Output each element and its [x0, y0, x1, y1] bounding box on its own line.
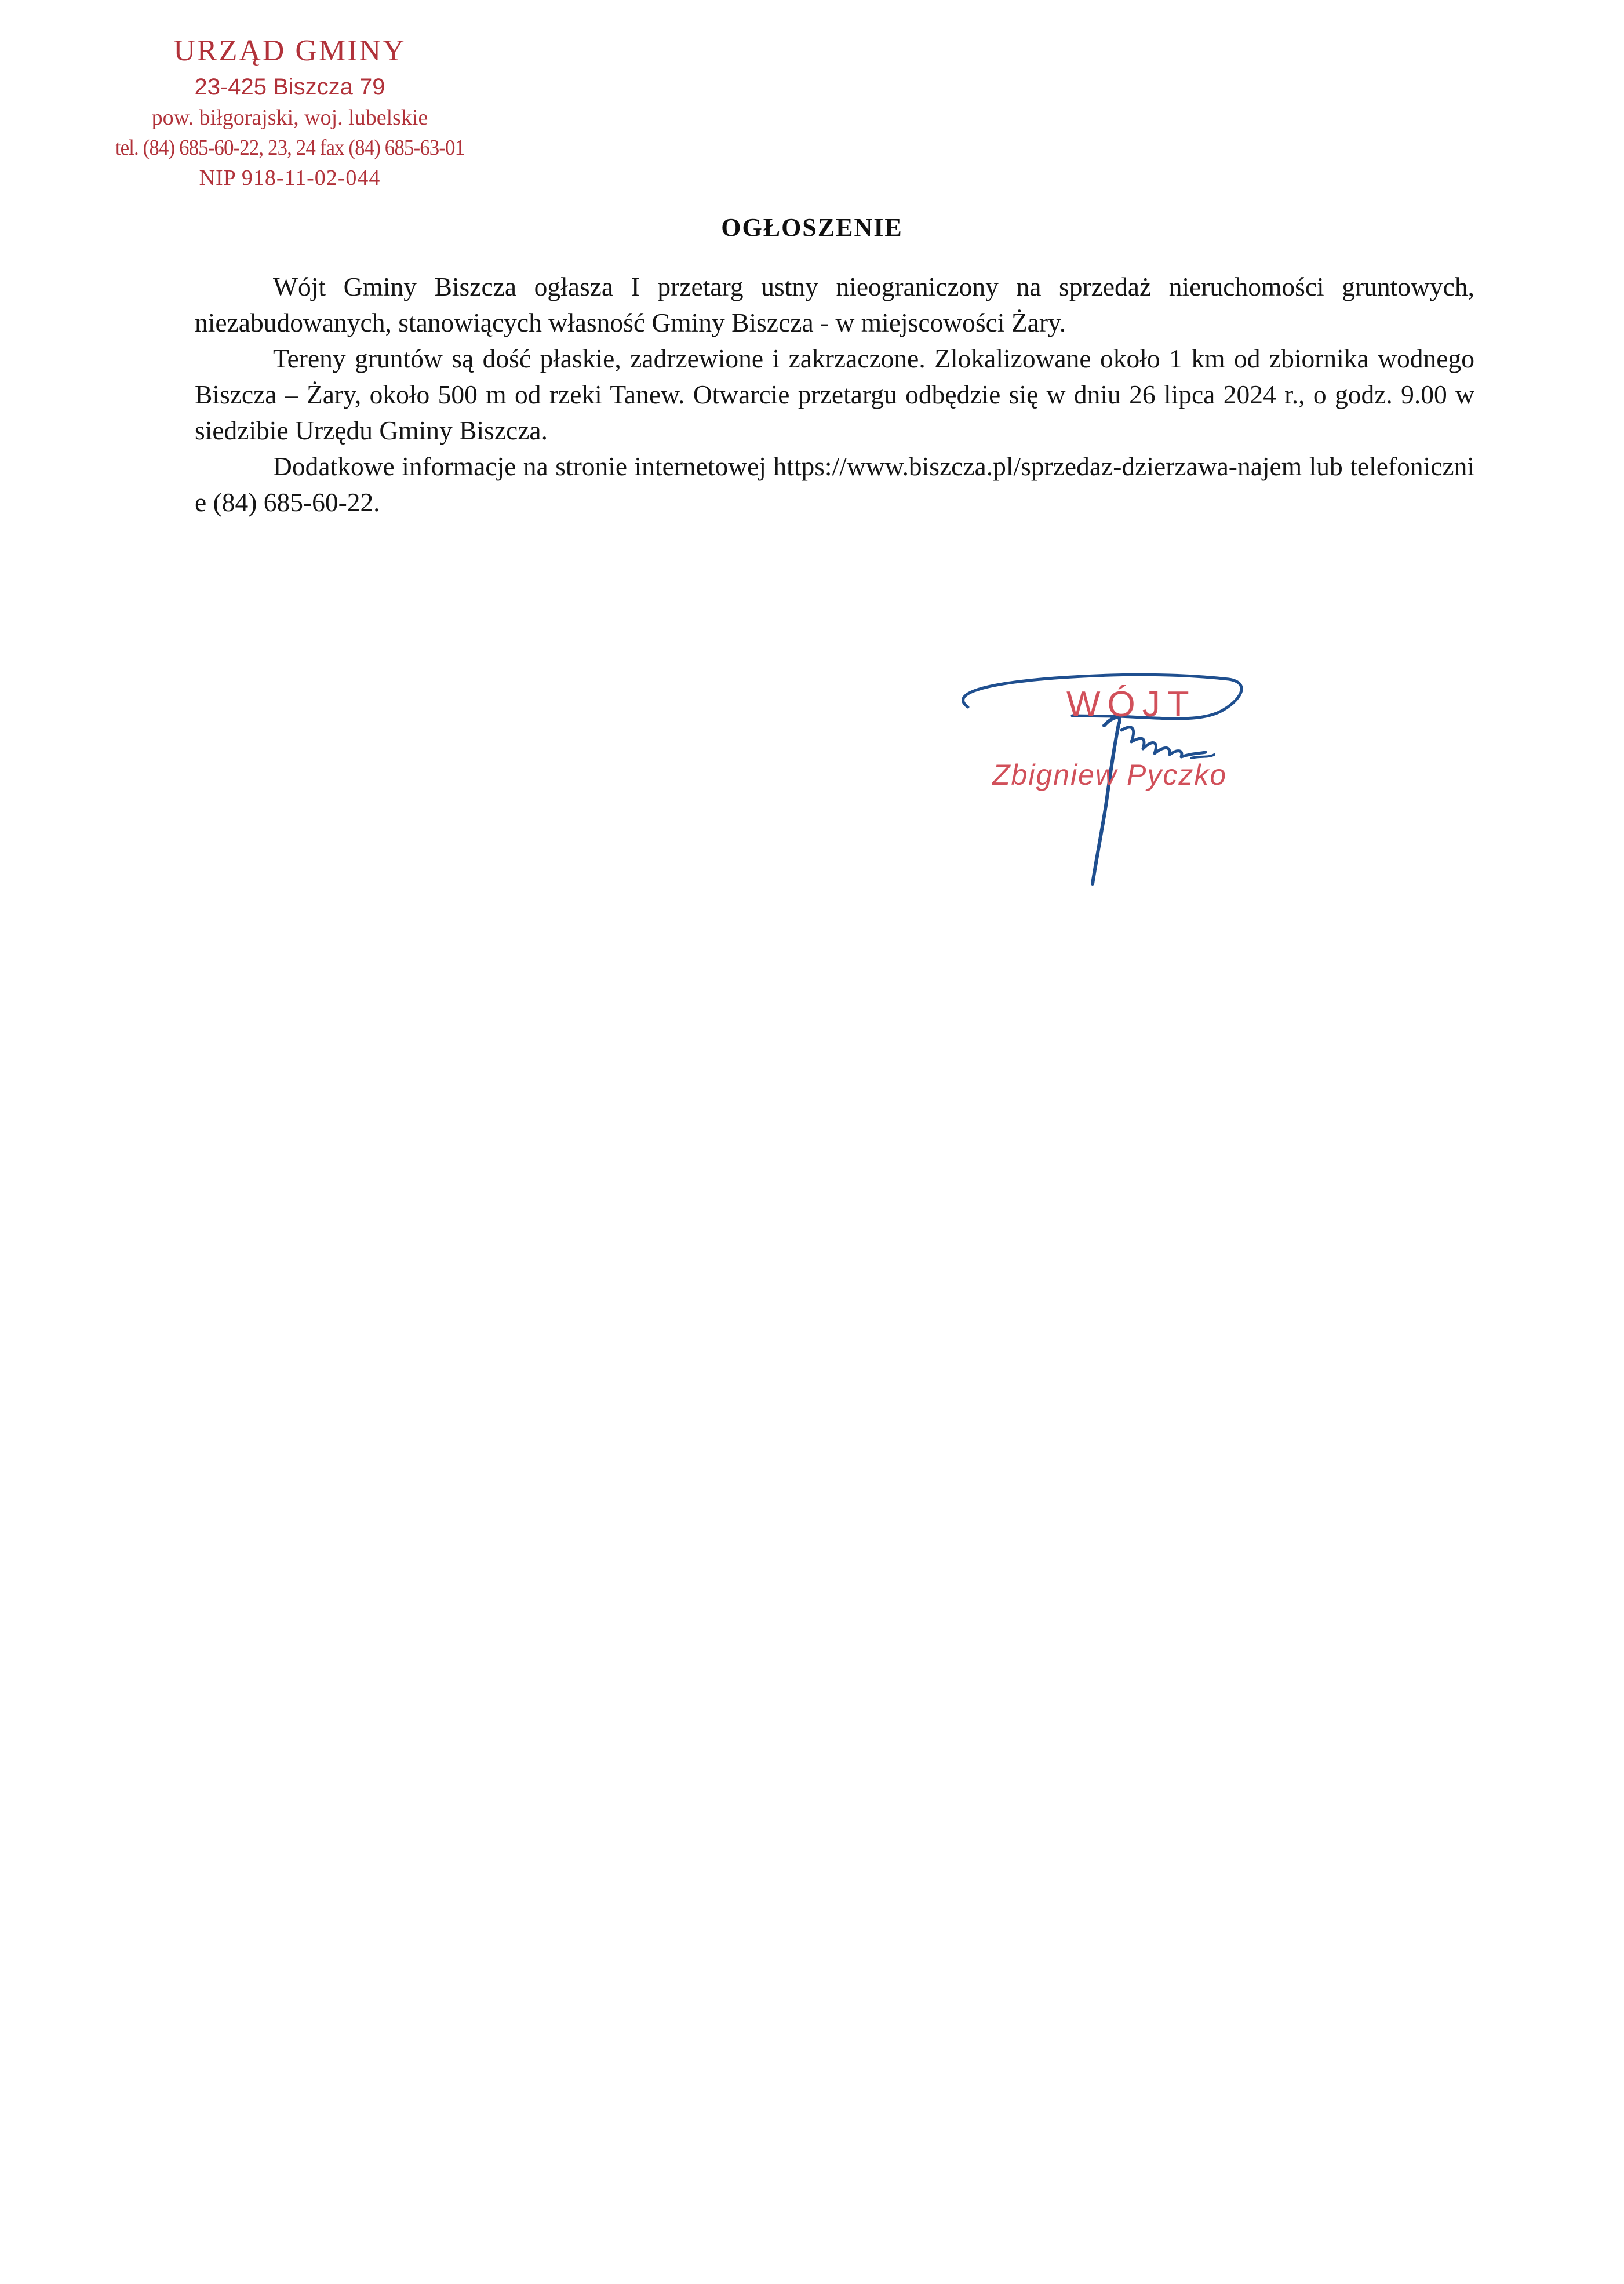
signature-block	[927, 661, 1298, 893]
paragraph-land-description: Tereny gruntów są dość płaskie, zadrzewione i zakrzaczone. Zlokalizowane około 1 km od zbiornika wodnego Biszcza – Żary, około 500 m od rzeki Tanew. Otwarcie przetargu odbędzie się w dniu 26 lipca 2024 r., o godz. 9.00 w siedzibie Urzędu Gminy Biszcza.	[195, 344, 1474, 445]
document-title: OGŁOSZENIE	[721, 213, 903, 242]
document-body	[195, 269, 1474, 520]
stamp-nip: NIP 918-11-02-044	[199, 166, 381, 190]
paragraph-announcement: Wójt Gminy Biszcza ogłasza I przetarg ustny nieograniczony na sprzedaż nieruchomości gruntowych, niezabudowanych, stanowiących własność Gminy Biszcza - w miejscowości Żary.	[195, 272, 1474, 337]
stamp-office-name: URZĄD GMINY	[173, 34, 406, 67]
signature-stamp-name: Zbigniew Pyczko	[992, 759, 1228, 791]
stamp-district: pow. biłgorajski, woj. lubelskie	[151, 105, 428, 130]
stamp-phone-fax: tel. (84) 685-60-22, 23, 24 fax (84) 685-63-01	[115, 136, 465, 160]
signature-stamp-role: WÓJT	[1066, 684, 1196, 724]
stamp-address: 23-425 Biszcza 79	[194, 74, 385, 100]
office-stamp	[64, 36, 516, 189]
paragraph-contact-info: Dodatkowe informacje na stronie internetowej https://www.biszcza.pl/sprzedaz-dzierzawa-najem lub telefonicznie (84) 685-60-22.	[195, 451, 1474, 517]
